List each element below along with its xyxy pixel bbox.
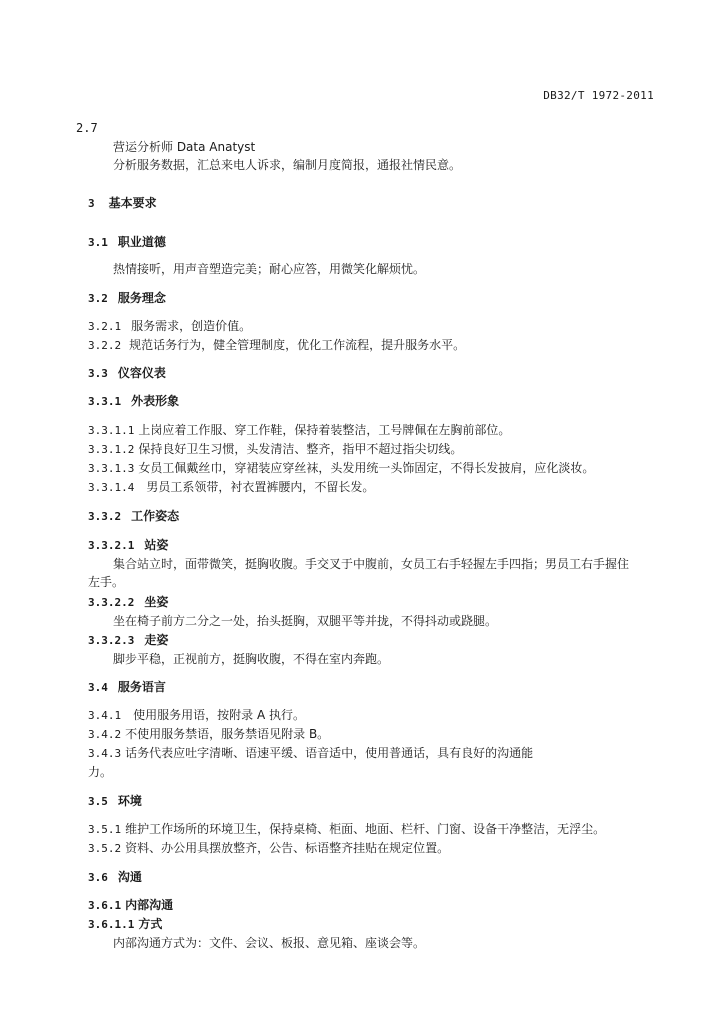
clause-heading: 3.3.2.2 坐姿 — [88, 595, 169, 609]
section-heading: 3 基本要求 — [88, 196, 157, 210]
paragraph: 内部沟通方式为：文件、会议、板报、意见箱、座谈会等。 — [113, 936, 426, 950]
paragraph-continuation: 左手。 — [88, 575, 125, 589]
term-definition: 分析服务数据，汇总来电人诉求，编制月度简报，通报社情民意。 — [113, 158, 462, 172]
document-code: DB32/T 1972-2011 — [543, 89, 654, 102]
clause-heading: 3.3.2.1 站姿 — [88, 538, 169, 552]
clause-heading: 3.3.2.3 走姿 — [88, 633, 169, 647]
paragraph: 脚步平稳，正视前方，挺胸收腹，不得在室内奔跑。 — [113, 652, 390, 666]
paragraph: 热情接听，用声音塑造完美；耐心应答，用微笑化解烦忧。 — [113, 262, 426, 276]
paragraph: 集合站立时，面带微笑，挺胸收腹。手交叉于中腹前，女员工右手轻握左手四指；男员工右手握住 — [113, 557, 630, 571]
clause: 3.4.1 使用服务用语，按附录 A 执行。 — [88, 708, 305, 722]
subsection-heading: 3.3.1 外表形象 — [88, 394, 180, 408]
clause: 3.3.1.1 上岗应着工作服、穿工作鞋，保持着装整洁，工号牌佩在左胸前部位。 — [88, 423, 511, 437]
paragraph: 坐在椅子前方二分之一处，抬头挺胸，双腿平等并拢，不得抖动或跷腿。 — [113, 614, 498, 628]
paragraph-continuation: 力。 — [88, 765, 113, 779]
section-heading: 3.1 职业道德 — [88, 235, 166, 249]
clause: 3.3.1.4 男员工系领带，衬衣置裤腰内，不留长发。 — [88, 480, 375, 494]
term-title: 营运分析师 Data Anatyst — [113, 140, 256, 154]
section-heading: 3.5 环境 — [88, 794, 142, 808]
section-heading: 3.6 沟通 — [88, 870, 142, 884]
clause: 3.2.2 规范话务行为，健全管理制度，优化工作流程，提升服务水平。 — [88, 338, 466, 352]
clause-heading: 3.6.1.1 方式 — [88, 917, 163, 931]
clause: 3.3.1.2 保持良好卫生习惯，头发清洁、整齐，指甲不超过指尖切线。 — [88, 442, 463, 456]
section-heading: 3.4 服务语言 — [88, 680, 166, 694]
clause: 3.4.2 不使用服务禁语，服务禁语见附录 B。 — [88, 727, 330, 741]
clause: 3.2.1 服务需求，创造价值。 — [88, 319, 252, 333]
clause-number: 2.7 — [76, 121, 98, 135]
clause: 3.3.1.3 女员工佩戴丝巾，穿裙装应穿丝袜，头发用统一头饰固定，不得长发披肩，应化淡妆。 — [88, 461, 595, 475]
subsection-heading: 3.3.2 工作姿态 — [88, 509, 180, 523]
subsection-heading: 3.6.1 内部沟通 — [88, 898, 174, 912]
section-heading: 3.3 仪容仪表 — [88, 366, 166, 380]
clause: 3.5.1 维护工作场所的环境卫生，保持桌椅、柜面、地面、栏杆、门窗、设备干净整洁，无浮尘。 — [88, 822, 606, 836]
clause: 3.5.2 资料、办公用具摆放整齐，公告、标语整齐挂贴在规定位置。 — [88, 841, 450, 855]
section-heading: 3.2 服务理念 — [88, 291, 166, 305]
clause: 3.4.3 话务代表应吐字清晰、语速平缓、语音适中，使用普通话，具有良好的沟通能 — [88, 746, 534, 760]
